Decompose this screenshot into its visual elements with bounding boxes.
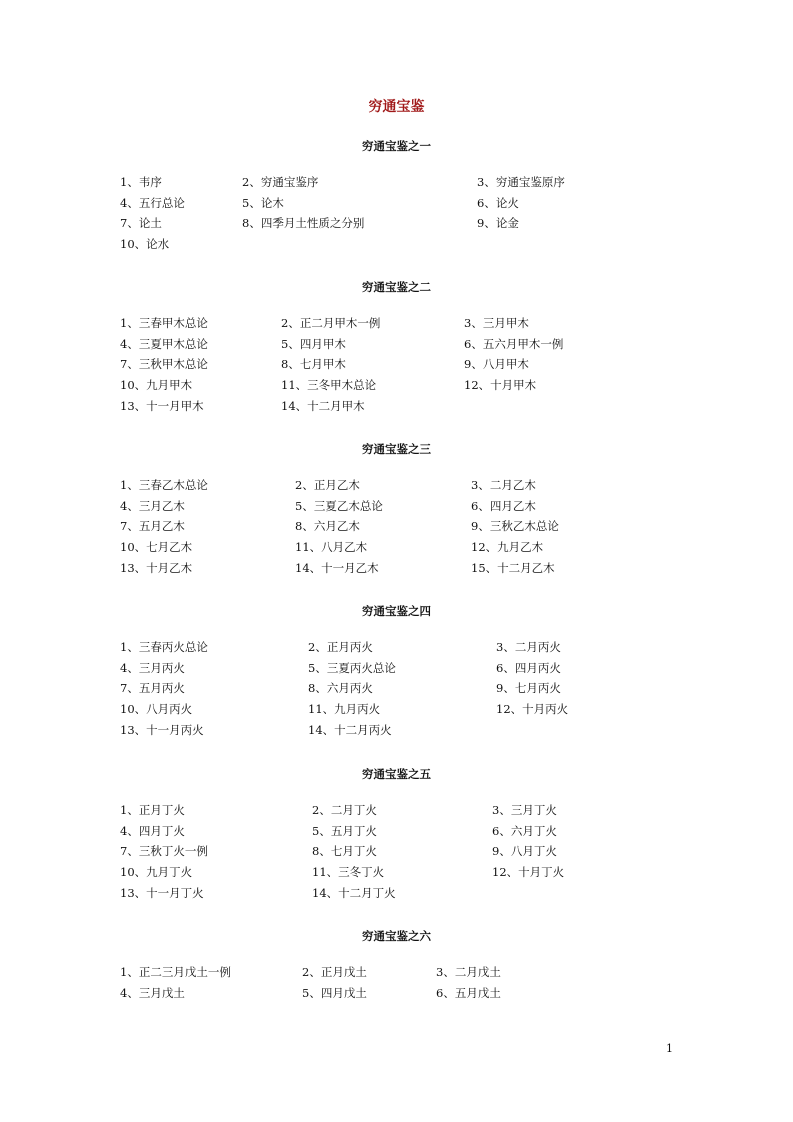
toc-entry: 6、四月丙火 [496,660,561,675]
toc-entry: 1、正二三月戊土一例 [120,965,231,979]
toc-entry: 9、八月甲木 [464,357,529,372]
toc-entry: 8、七月丁火 [312,844,377,859]
toc-entry: 9、论金 [477,216,519,231]
toc-entry: 10、九月丁火 [120,865,193,880]
toc-entry: 7、论土 [120,216,162,231]
section-3 [0,439,793,575]
toc-entry: 3、三月甲木 [464,316,529,330]
toc-entry: 3、穷通宝鉴原序 [477,175,565,189]
toc-entry: 1、韦序 [120,175,162,189]
toc-entry: 2、正月乙木 [295,478,360,492]
toc-entry: 1、三春丙火总论 [120,640,208,654]
toc-entry: 8、四季月土性质之分别 [242,216,365,231]
toc-entry: 2、正月戊土 [302,965,367,979]
section-heading: 穷通宝鉴之二 [362,280,431,294]
toc-entry: 7、五月乙木 [120,519,185,534]
toc-entry: 3、三月丁火 [492,803,557,817]
document-title: 穷通宝鉴 [368,99,425,115]
toc-entry: 3、二月乙木 [471,478,536,492]
toc-entry: 6、五月戊土 [436,985,501,1000]
toc-entry: 6、四月乙木 [471,498,536,513]
toc-entry: 5、三夏丙火总论 [308,660,396,675]
toc-entry: 3、二月戊土 [436,965,501,979]
page-number: 1 [666,1042,673,1055]
toc-entry: 6、五六月甲木一例 [464,336,564,351]
section-4 [0,601,793,737]
toc-entry: 1、三春甲木总论 [120,316,208,330]
toc-entry: 2、穷通宝鉴序 [242,175,319,189]
toc-entry: 4、四月丁火 [120,823,185,838]
toc-entry: 11、三冬甲木总论 [281,378,377,393]
toc-entry: 11、三冬丁火 [312,865,385,880]
toc-entry: 4、三月乙木 [120,498,185,513]
toc-entry: 13、十月乙木 [120,560,193,575]
toc-entry: 12、十月丙火 [496,702,569,717]
toc-entry: 14、十二月甲木 [281,398,365,413]
section-heading: 穷通宝鉴之五 [362,767,431,781]
toc-entry: 1、三春乙木总论 [120,478,208,492]
toc-entry: 14、十一月乙木 [295,560,379,575]
toc-entry: 9、八月丁火 [492,844,557,859]
toc-entry: 6、六月丁火 [492,823,557,838]
toc-entry: 3、二月丙火 [496,640,561,654]
toc-entry: 13、十一月丁火 [120,885,204,900]
toc-entry: 12、十月丁火 [492,865,565,880]
toc-entry: 2、正二月甲木一例 [281,316,381,330]
toc-entry: 5、三夏乙木总论 [295,498,383,513]
toc-entry: 15、十二月乙木 [471,560,555,575]
toc-entry: 13、十一月甲木 [120,398,204,413]
section-heading: 穷通宝鉴之三 [362,442,431,456]
toc-entry: 11、八月乙木 [295,540,368,555]
toc-entry: 11、九月丙火 [308,702,381,717]
section-heading: 穷通宝鉴之一 [362,139,431,153]
section-1 [0,136,793,252]
toc-entry: 9、七月丙火 [496,681,561,696]
toc-entry: 5、四月甲木 [281,336,346,351]
toc-entry: 4、五行总论 [120,195,185,210]
section-5 [0,764,793,900]
toc-entry: 7、三秋甲木总论 [120,357,208,372]
section-heading: 穷通宝鉴之六 [362,929,431,943]
toc-entry: 4、三夏甲木总论 [120,336,208,351]
section-heading: 穷通宝鉴之四 [362,604,431,618]
toc-entry: 8、七月甲木 [281,357,346,372]
toc-entry: 14、十二月丁火 [312,885,396,900]
toc-entry: 5、四月戊土 [302,985,367,1000]
toc-entry: 7、五月丙火 [120,681,185,696]
toc-entry: 2、正月丙火 [308,640,373,654]
toc-entry: 5、论木 [242,195,284,210]
section-2 [0,277,793,413]
toc-entry: 7、三秋丁火一例 [120,844,208,859]
toc-entry: 10、九月甲木 [120,378,193,393]
toc-entry: 1、正月丁火 [120,803,185,817]
toc-entry: 5、五月丁火 [312,823,377,838]
toc-entry: 12、十月甲木 [464,378,537,393]
toc-entry: 2、二月丁火 [312,803,377,817]
toc-entry: 9、三秋乙木总论 [471,519,559,534]
toc-entry: 13、十一月丙火 [120,722,204,737]
toc-entry: 4、三月戊土 [120,985,185,1000]
toc-entry: 12、九月乙木 [471,540,544,555]
toc-entry: 8、六月乙木 [295,519,360,534]
toc-entry: 8、六月丙火 [308,681,373,696]
toc-entry: 14、十二月丙火 [308,722,392,737]
toc-entry: 10、论水 [120,237,170,252]
toc-entry: 6、论火 [477,195,519,210]
toc-entry: 10、八月丙火 [120,702,193,717]
toc-entry: 10、七月乙木 [120,540,193,555]
section-6 [0,926,793,1000]
toc-entry: 4、三月丙火 [120,660,185,675]
